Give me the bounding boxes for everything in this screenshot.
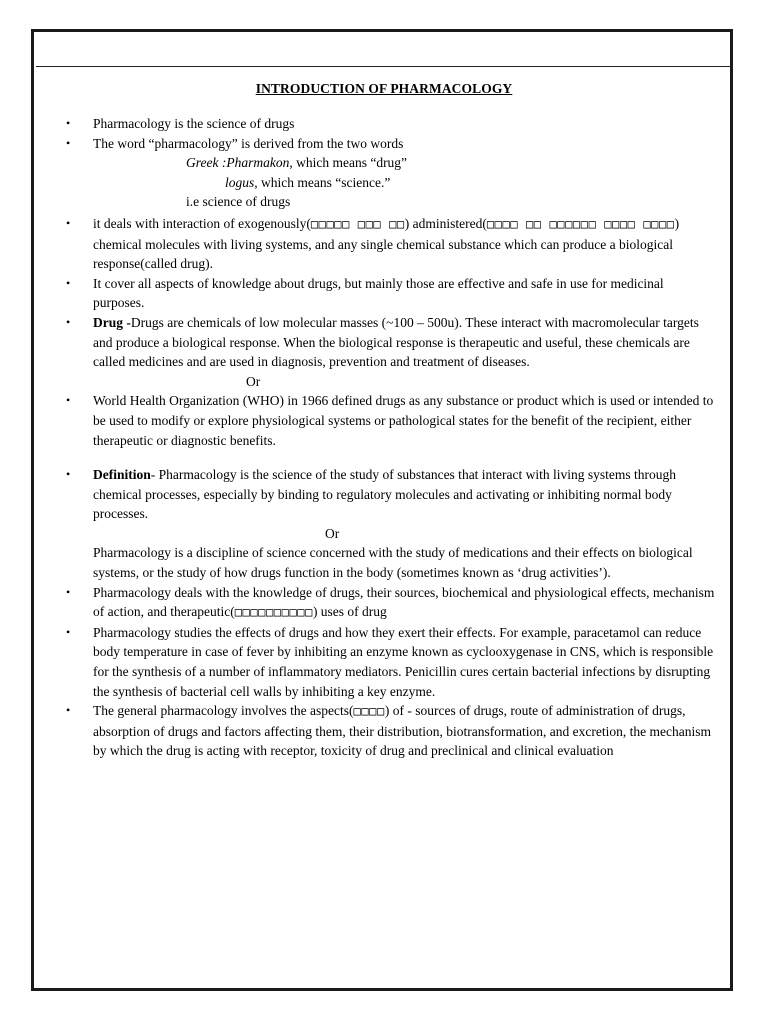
bullet-icon: • [66,135,71,150]
list-item [0,134,768,154]
paragraph-text: ) chemical molecules with living systems, and any single chemical substance which can produce a biological response(called drug). [93,215,680,272]
bullet-icon: • [66,116,71,130]
paragraph-text: The general pharmacology involves the aspects( [93,703,354,719]
greek-line [0,153,768,173]
paragraph-text: ) uses of drug [312,604,387,620]
document-body [0,114,768,761]
list-item [0,214,768,274]
bullet-icon: • [66,467,71,482]
logus-meaning: which means “science.” [257,174,391,190]
paragraph-text: Drugs are chemicals of low molecular masses (~100 – 500u). These interact with macromolecular targets and produce a biological response. When the biological response is therapeutic and useful, these chemicals are called medicines and are used in diagnosis, prevention and treatment of diseases. [93,314,699,370]
list-item [0,274,768,313]
bullet-icon: • [66,624,71,639]
header-divider [36,66,732,67]
paragraph-text: ) administered( [404,215,487,231]
drug-term: Drug - [93,314,131,330]
or-separator: Or [325,525,340,541]
paragraph-text: Pharmacology is a discipline of science concerned with the study of medications and their effects on biological systems, or the study of how drugs function in the body (sometimes known as ‘drug activities’). [93,545,693,581]
spacer [0,450,768,465]
list-item [0,313,768,372]
bullet-icon: • [66,393,71,408]
paragraph-text: World Health Organization (WHO) in 1966 defined drugs as any substance or product which is used or intended to be used to modify or explore physiological systems or pathological states for the benefit of the recipient, either therapeutic or diagnostic benefits. [93,393,714,448]
list-item [0,114,768,134]
paragraph-text: Pharmacology deals with the knowledge of drugs, their sources, biochemical and physiological effects, mechanism of action, and therapeutic( [93,584,715,620]
bullet-icon: • [66,584,71,599]
definition-term: Definition [93,467,151,483]
list-item [0,391,768,450]
untranslated-glyphs: □□□□ [353,704,385,719]
paragraph-text: Pharmacology is the science of drugs [93,116,295,131]
bullet-icon: • [66,215,71,230]
page-title: INTRODUCTION OF PHARMACOLOGY [255,81,513,96]
paragraph-text: it deals with interaction of exogenously( [93,215,311,231]
greek-term: Greek :Pharmakon [186,155,290,171]
list-item [0,465,768,524]
paragraph-text: ) of - sources of drugs, route of administration of drugs, absorption of drugs and factors affecting them, their distribution, biotransformation, and excretion, the mechanism by which the drug is acting with receptor, toxicity of drug and preclinical and clinical evaluation [93,703,711,759]
untranslated-glyphs: □□□□□ □□□ □□ [310,216,405,231]
logus-term: logus, [225,174,258,190]
bullet-icon: • [66,275,71,290]
ie-line: i.e science of drugs [186,194,291,210]
or-separator: Or [246,373,261,389]
paragraph-text: The word “pharmacology” is derived from the two words [93,135,404,151]
list-item [0,623,768,701]
untranslated-glyphs: □□□□□□□□□□ [234,605,313,620]
bullet-icon: • [66,703,71,718]
untranslated-glyphs: □□□□ □□ □□□□□□ □□□□ □□□□ [486,216,675,231]
paragraph-text: It cover all aspects of knowledge about drugs, but mainly those are effective and safe in use for medicinal purposes. [93,275,664,311]
list-item [0,701,768,761]
paragraph-text: - Pharmacology is the science of the study of substances that interact with living systems through chemical processes, especially by binding to regulatory molecules and activating or inhibiting normal body processes. [93,467,677,522]
paragraph-text: Pharmacology studies the effects of drugs and how they exert their effects. For example, paracetamol can reduce body temperature in case of fever by inhibiting an enzyme known as cyclooxygenase in CNS, which is responsible for the synthesis of a number of inflammatory mediators. Penicillin cures certain bacterial infections by disrupting the synthesis of bacterial cell walls by inhibiting a key enzyme. [93,624,714,699]
greek-meaning: , which means “drug” [289,155,408,171]
bullet-icon: • [66,314,71,329]
logus-line [0,173,768,193]
list-item [0,583,768,623]
